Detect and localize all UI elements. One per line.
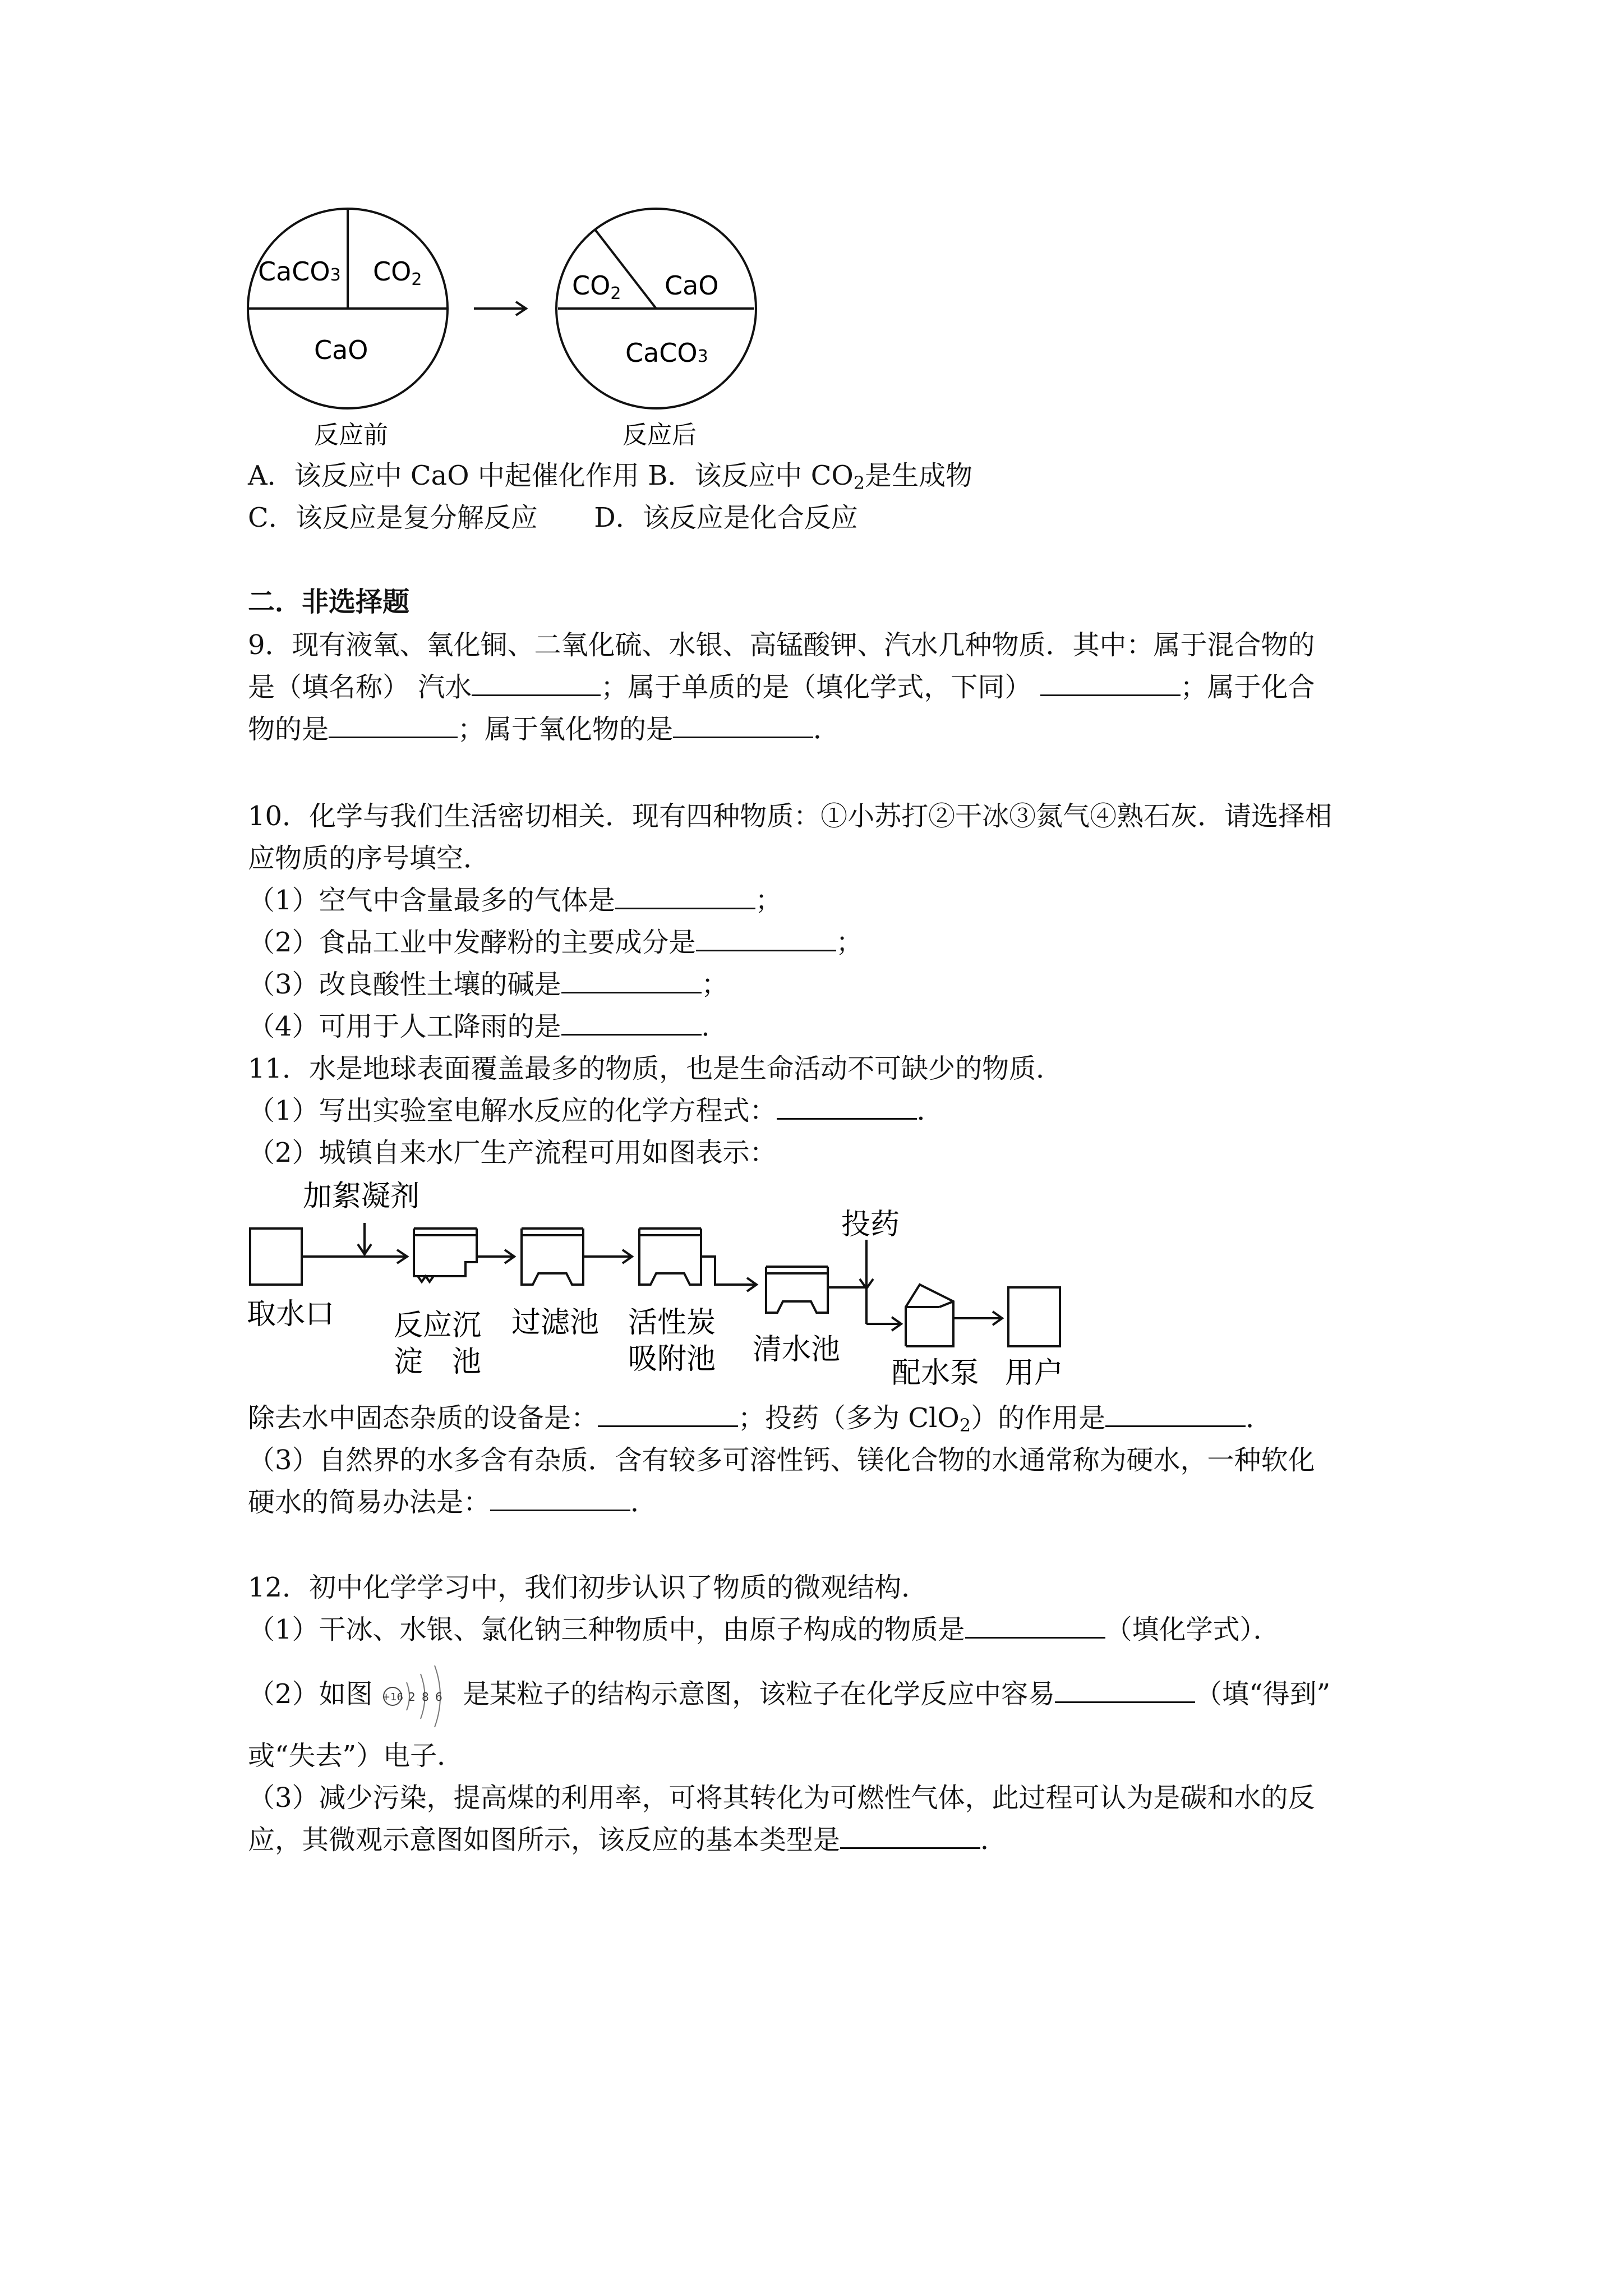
- carbon-label-2: 吸附池: [628, 1342, 716, 1376]
- q12-sub1: （1）干冰、水银、氯化钠三种物质中，由原子构成的物质是 （填化学式）．: [248, 1614, 1280, 1645]
- q10-sub3: （3）改良酸性土壤的碱是 ；: [248, 969, 728, 1000]
- q9-line1: 9．现有液氧、氧化铜、二氧化硫、水银、高锰酸钾、汽水几种物质．其中：属于混合物的: [248, 629, 1315, 661]
- after-co2-label: CO2: [572, 270, 621, 303]
- before-caco3-label: CaCO3: [258, 256, 341, 287]
- answer-blank[interactable]: [777, 1096, 917, 1120]
- answer-blank[interactable]: [673, 714, 813, 738]
- q11-sub1: （1）写出实验室电解水反应的化学方程式： ．: [248, 1095, 944, 1126]
- q11-sub3-line1: （3）自然界的水多含有杂质．含有较多可溶性钙、镁化合物的水通常称为硬水，一种软化: [248, 1444, 1315, 1476]
- answer-blank[interactable]: [1040, 672, 1181, 696]
- after-caption: 反应后: [623, 421, 697, 449]
- q11-sub2: （2）城镇自来水厂生产流程可用如图表示：: [248, 1137, 777, 1168]
- sediment-label-1: 反应沉: [394, 1309, 482, 1342]
- option-a: A．该反应中 CaO 中起催化作用: [248, 460, 639, 491]
- carbon-label-1: 活性炭: [628, 1306, 716, 1340]
- after-cao-label: CaO: [665, 270, 719, 301]
- clear-pool-label: 清水池: [753, 1333, 841, 1366]
- answer-blank[interactable]: [965, 1614, 1105, 1639]
- shell-1-electrons: 2: [408, 1690, 416, 1704]
- pie-before: [248, 209, 448, 449]
- q12-sub3-line2: 应，其微观示意图如图所示，该反应的基本类型是 ．: [248, 1824, 1008, 1856]
- answer-blank[interactable]: [561, 1011, 702, 1036]
- option-c: C．该反应是复分解反应: [248, 502, 538, 533]
- q11-after-flow: 除去水中固态杂质的设备是： ；投药（多为 ClO$_2$）的作用是 ．: [248, 1402, 1273, 1436]
- intake-label: 取水口: [247, 1297, 335, 1331]
- q9-line2: 是（填名称） 汽水 ；属于单质的是（填化学式，下同） ；属于化合: [248, 671, 1315, 703]
- answer-blank[interactable]: [329, 714, 458, 738]
- shell-2-electrons: 8: [421, 1690, 429, 1704]
- after-caco3-label: CaCO3: [625, 338, 708, 368]
- nucleus-charge: +16: [381, 1691, 403, 1703]
- q12-sub2-line2: 或“失去”）电子．: [248, 1740, 464, 1772]
- q12-sub2: （2）如图 +16 2 8 6 是某粒子的结构示意图，该粒子在化学反应中容易 （填“得到”: [248, 1677, 1330, 1711]
- q10-sub4: （4）可用于人工降雨的是 ．: [248, 1011, 728, 1042]
- answer-blank[interactable]: [840, 1825, 980, 1849]
- answer-blank[interactable]: [561, 969, 702, 993]
- dosing-label: 投药: [841, 1208, 900, 1241]
- answer-blank[interactable]: [472, 672, 601, 696]
- q10-sub2: （2）食品工业中发酵粉的主要成分是 ；: [248, 927, 863, 958]
- answer-blank[interactable]: [598, 1403, 738, 1427]
- q8-options-row1: [248, 459, 972, 500]
- before-cao-label: CaO: [314, 335, 368, 365]
- q12-line1: 12．初中化学学习中，我们初步认识了物质的微观结构．: [248, 1572, 929, 1603]
- user-label: 用户: [1005, 1356, 1064, 1390]
- q10-line1: 10．化学与我们生活密切相关．现有四种物质：①小苏打②干冰③氮气④熟石灰．请选择相: [248, 800, 1332, 832]
- q10-sub1: （1）空气中含量最多的气体是 ；: [248, 885, 782, 916]
- answer-blank[interactable]: [1055, 1679, 1195, 1703]
- option-d: D．该反应是化合反应: [594, 502, 858, 533]
- atom-structure-diagram: [381, 1657, 454, 1736]
- answer-blank[interactable]: [615, 885, 755, 909]
- q9-line3: 物的是 ；属于氧化物的是 ．: [248, 714, 841, 745]
- answer-blank[interactable]: [490, 1487, 630, 1511]
- q10-line2: 应物质的序号填空．: [248, 843, 491, 874]
- shell-3-electrons: 6: [435, 1690, 442, 1704]
- pie-after: [556, 209, 756, 449]
- q8-options-row2: [248, 501, 858, 535]
- filter-label: 过滤池: [511, 1306, 600, 1340]
- q11-sub3-line2: 硬水的简易办法是： ．: [248, 1487, 658, 1518]
- water-treatment-flow: [247, 1172, 1077, 1408]
- reaction-pie-diagram: [241, 202, 780, 454]
- before-caption: 反应前: [314, 421, 388, 449]
- pump-label: 配水泵: [892, 1356, 980, 1390]
- q12-sub3-line1: （3）减少污染，提高煤的利用率，可将其转化为可燃性气体，此过程可认为是碳和水的反: [248, 1782, 1315, 1814]
- sediment-label-2: 淀 池: [394, 1345, 482, 1379]
- before-co2-label: CO2: [373, 256, 422, 289]
- option-b: B．该反应中 $CO_2$是生成物: [648, 460, 973, 494]
- q11-line1: 11．水是地球表面覆盖最多的物质，也是生命活动不可缺少的物质．: [248, 1053, 1063, 1084]
- answer-blank[interactable]: [1105, 1403, 1246, 1427]
- answer-blank[interactable]: [696, 927, 836, 951]
- reaction-arrow: [474, 302, 526, 315]
- add-coagulant-label: 加絮凝剂: [303, 1180, 420, 1213]
- section-title: 二．非选择题: [248, 586, 410, 618]
